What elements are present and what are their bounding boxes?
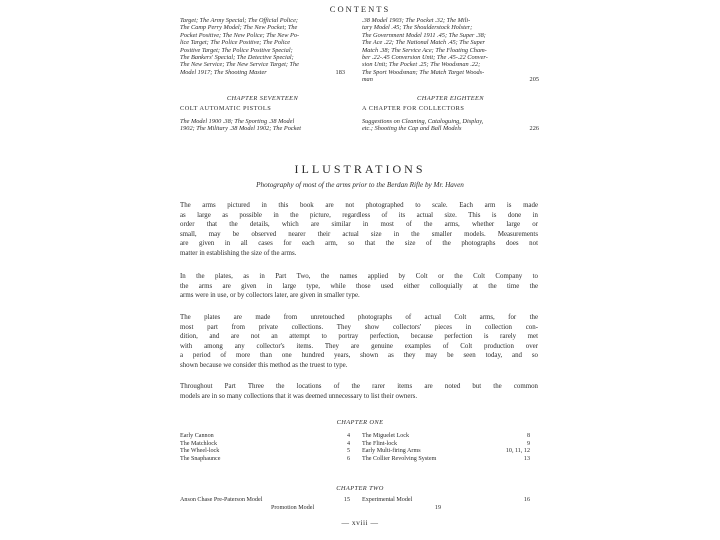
chapter-eighteen-entries — [362, 118, 539, 133]
paragraph-4 — [180, 382, 538, 401]
contents-line: The Sport Woodsman; The Match Target Woods- — [362, 68, 485, 76]
contents-line: tary Model .45; The Shoulderstock Holster; — [362, 24, 473, 32]
text-line: small, may be observed nearer their actual size in the smaller models. Measurements — [180, 230, 538, 238]
illustrations-subtitle: Photography of most of the arms prior to the Berdan Rifle by Mr. Haven — [256, 181, 464, 189]
text-line: the arms are given in large type, while those used either colloquially at the time the — [180, 282, 538, 290]
text-line: as large as possible in the picture, regardless of its actual size. This is done in — [180, 211, 538, 219]
contents-line — [362, 125, 539, 132]
contents-line: Target; The Army Special; The Official Police; — [180, 17, 298, 24]
chapter-seventeen-title: COLT AUTOMATIC PISTOLS — [180, 105, 272, 112]
list-item-name: The Wheel-lock — [180, 448, 220, 455]
list-item — [362, 456, 530, 464]
contents-page-number: 183 — [335, 68, 345, 76]
chapter-two-center-list — [271, 505, 441, 513]
contents-page-number: 226 — [529, 125, 539, 133]
contents-line — [180, 69, 345, 76]
contents-line: ber .22-.45 Conversion Unit; The .45-.22 Conver- — [362, 54, 488, 62]
chapter-seventeen-heading: CHAPTER SEVENTEEN — [226, 95, 299, 102]
list-item-name: Promotion Model — [271, 505, 315, 511]
contents-line: 1902; The Military .38 Model 1902; The Pocket — [180, 125, 302, 133]
text-line: shown because we consider this method as the truest to type. — [180, 361, 348, 369]
text-line: models are in so many collections that it was deemed unnecessary to list their owners. — [180, 392, 418, 400]
paragraph-1 — [180, 201, 538, 258]
chapter-seventeen-entries — [180, 118, 345, 133]
list-item — [180, 433, 350, 441]
contents-line: sion Unit; The Pocket .25; The Woodsman .22; — [362, 61, 481, 69]
list-item-plate: 16 — [523, 497, 530, 503]
list-item-plate: 5 — [346, 448, 350, 455]
chapter-two-right-list — [362, 497, 530, 505]
list-item-plate: 6 — [346, 456, 350, 463]
text-line: a period of more than one hundred years, shown as they may be seen today, and so — [180, 352, 538, 359]
illustrations-heading: ILLUSTRATIONS — [294, 162, 426, 176]
chapter-two-heading: CHAPTER TWO — [336, 485, 384, 492]
list-item-plate: 15 — [343, 497, 350, 503]
list-item-plate: 8 — [526, 433, 530, 439]
contents-line: The Ace .22; The National Match .45; The Super — [362, 39, 486, 47]
list-item-name: Anson Chase Pre-Paterson Model — [180, 497, 263, 503]
contents-line: Match .38; The Service Ace; The Floating Cham- — [362, 46, 487, 54]
text-line: order that the details, which are similar in most of the arms, whether large or — [180, 221, 538, 228]
list-item-plate: 10, 11, 12 — [505, 448, 530, 455]
contents-line — [362, 76, 539, 83]
list-item-name: Early Multi-firing Arms — [362, 448, 421, 455]
list-item — [180, 497, 350, 505]
list-item-name: Early Cannon — [180, 433, 214, 439]
paragraph-2 — [180, 272, 538, 301]
text-line: most part from private collections. They show collectors' pieces in collection con- — [180, 323, 538, 331]
list-item — [180, 448, 350, 456]
list-item — [271, 505, 441, 513]
contents-line: lice Target; The Police Positive; The Police — [180, 39, 291, 47]
list-item — [362, 433, 530, 441]
list-item-plate: 13 — [523, 456, 530, 463]
contents-right-block — [362, 17, 539, 84]
text-line: Throughout Part Three the locations of the rarer items are noted but the common — [180, 383, 538, 390]
list-item-plate: 9 — [526, 440, 530, 447]
text-line: The arms pictured in this book are not photographed to scale. Each arm is made — [180, 202, 538, 209]
contents-line-text: etc.; Shooting the Cap and Ball Models — [362, 125, 462, 133]
chapter-eighteen-title: A CHAPTER FOR COLLECTORS — [362, 105, 465, 112]
contents-line: Positive Target; The Police Positive Special; — [180, 46, 293, 54]
text-line: with among any collector's items. They are genuine examples of Colt production over — [180, 342, 538, 350]
chapter-one-heading: CHAPTER ONE — [336, 419, 384, 426]
contents-line: The Bankers' Special; The Detective Special; — [180, 54, 294, 62]
list-item-name: The Matchlock — [180, 440, 218, 447]
chapter-eighteen-heading: CHAPTER EIGHTEEN — [417, 95, 484, 102]
chapter-two-left-list — [180, 497, 350, 505]
list-item-name: The Flint-lock — [362, 440, 398, 447]
text-line: In the plates, as in Part Two, the names applied by Colt or the Colt Company to — [180, 273, 538, 280]
contents-heading: CONTENTS — [329, 4, 391, 14]
contents-line: The New Service; The New Service Target; The — [180, 61, 299, 69]
contents-line: The Camp Perry Model; The New Pocket; The — [180, 24, 298, 32]
contents-line: .38 Model 1903; The Pocket .32; The Mili- — [362, 17, 471, 24]
contents-line: Suggestions on Cleaning, Cataloguing, Display, — [362, 118, 484, 125]
page-number: — xviii — — [341, 518, 379, 527]
contents-line: Pocket Positive; The New Police; The New Po- — [180, 31, 300, 39]
text-line: are given in all cases for each arm, so that the size of the photographs does not — [180, 240, 538, 247]
list-item — [362, 497, 530, 505]
contents-line: The Model 1900 .38; The Sporting .38 Model — [180, 118, 295, 125]
list-item-plate: 4 — [346, 433, 350, 439]
contents-page-number: 205 — [529, 76, 539, 84]
paragraph-3 — [180, 313, 538, 370]
contents-line-text: Model 1917; The Shooting Master — [180, 68, 267, 76]
list-item-plate: 4 — [346, 440, 350, 447]
list-item-plate: 19 — [434, 505, 441, 511]
text-line: The plates are made from unretouched photographs of actual Colt arms, for the — [180, 314, 538, 321]
list-item — [180, 456, 350, 464]
list-item-name: The Miguelet Lock — [362, 433, 410, 439]
contents-line: The Government Model 1911 .45; The Super .38; — [362, 31, 486, 39]
text-line: dition, and are not an attempt to portray perfection, because perfection is rarely met — [180, 333, 538, 340]
chapter-one-left-list — [180, 433, 350, 464]
chapter-one-right-list — [362, 433, 530, 464]
list-item-name: The Snaphaunce — [180, 456, 221, 463]
list-item — [180, 441, 350, 449]
contents-left-block — [180, 17, 345, 76]
contents-line-text: man — [362, 76, 373, 84]
text-line: matter in establishing the size of the arms. — [180, 249, 297, 257]
list-item-name: Experimental Model — [362, 497, 413, 503]
text-line: arms were in use, or by collectors later, are given in smaller type. — [180, 292, 360, 299]
list-item-name: The Collier Revolving System — [362, 456, 437, 463]
list-item — [362, 448, 530, 456]
